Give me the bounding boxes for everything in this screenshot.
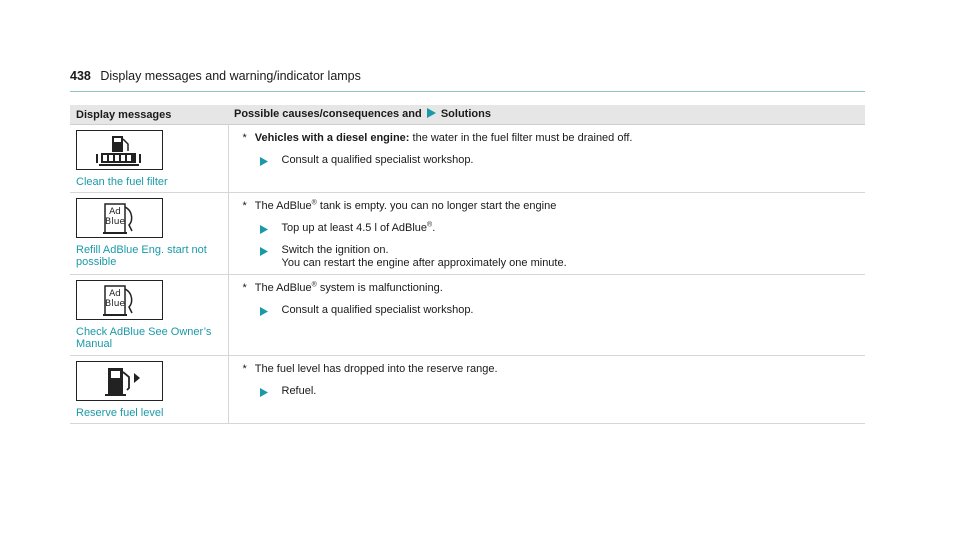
fuel-filter-icon [76, 130, 163, 170]
svg-text:Ad: Ad [109, 289, 121, 299]
cause-text: * The fuel level has dropped into the reserve range. [242, 363, 498, 375]
solution-step: Consult a qualified specialist workshop. [243, 154, 858, 167]
svg-text:Blue: Blue [105, 299, 125, 309]
solution-step: Refuel. [243, 385, 858, 398]
arrow-right-icon [427, 108, 436, 121]
arrow-right-icon [260, 222, 282, 235]
page-header [70, 69, 865, 92]
cause-text: * Vehicles with a diesel engine: the water in the fuel filter must be drained off. [242, 132, 633, 144]
arrow-right-icon [260, 304, 282, 317]
message-name: Refill AdBlue Eng. start not possible [76, 244, 207, 268]
adblue-icon [76, 198, 163, 238]
page-header-title: Display messages and warning/indicator lamps [100, 69, 361, 83]
message-name: Check AdBlue See Owner’s Manual [76, 326, 212, 350]
svg-text:Blue: Blue [105, 217, 125, 227]
message-name: Clean the fuel filter [76, 176, 168, 188]
cause-text: * The AdBlue® system is malfunctioning. [242, 281, 443, 294]
adblue-icon [76, 280, 163, 320]
column-header-display-messages: Display messages [70, 105, 228, 125]
table-row [70, 356, 865, 424]
display-messages-table [70, 105, 865, 424]
svg-text:Ad: Ad [109, 207, 121, 217]
arrow-right-icon [260, 244, 282, 270]
table-row [70, 193, 865, 275]
fuel-pump-icon [76, 361, 163, 401]
table-header-row [70, 105, 865, 125]
arrow-right-icon [260, 154, 282, 167]
table-row [70, 275, 865, 356]
column-header-solutions: Possible causes/consequences and Solutions [228, 105, 865, 125]
solution-step: Consult a qualified specialist workshop. [243, 304, 858, 317]
solution-step: Top up at least 4.5 l of AdBlue®. [243, 222, 858, 235]
table-row [70, 125, 865, 193]
solution-step: Switch the ignition on. You can restart the engine after approximately one minute. [243, 244, 858, 270]
cause-text: * The AdBlue® tank is empty. you can no longer start the engine [242, 199, 557, 212]
message-name: Reserve fuel level [76, 407, 164, 419]
arrow-right-icon [260, 385, 282, 398]
page-number: 438 [70, 69, 91, 83]
